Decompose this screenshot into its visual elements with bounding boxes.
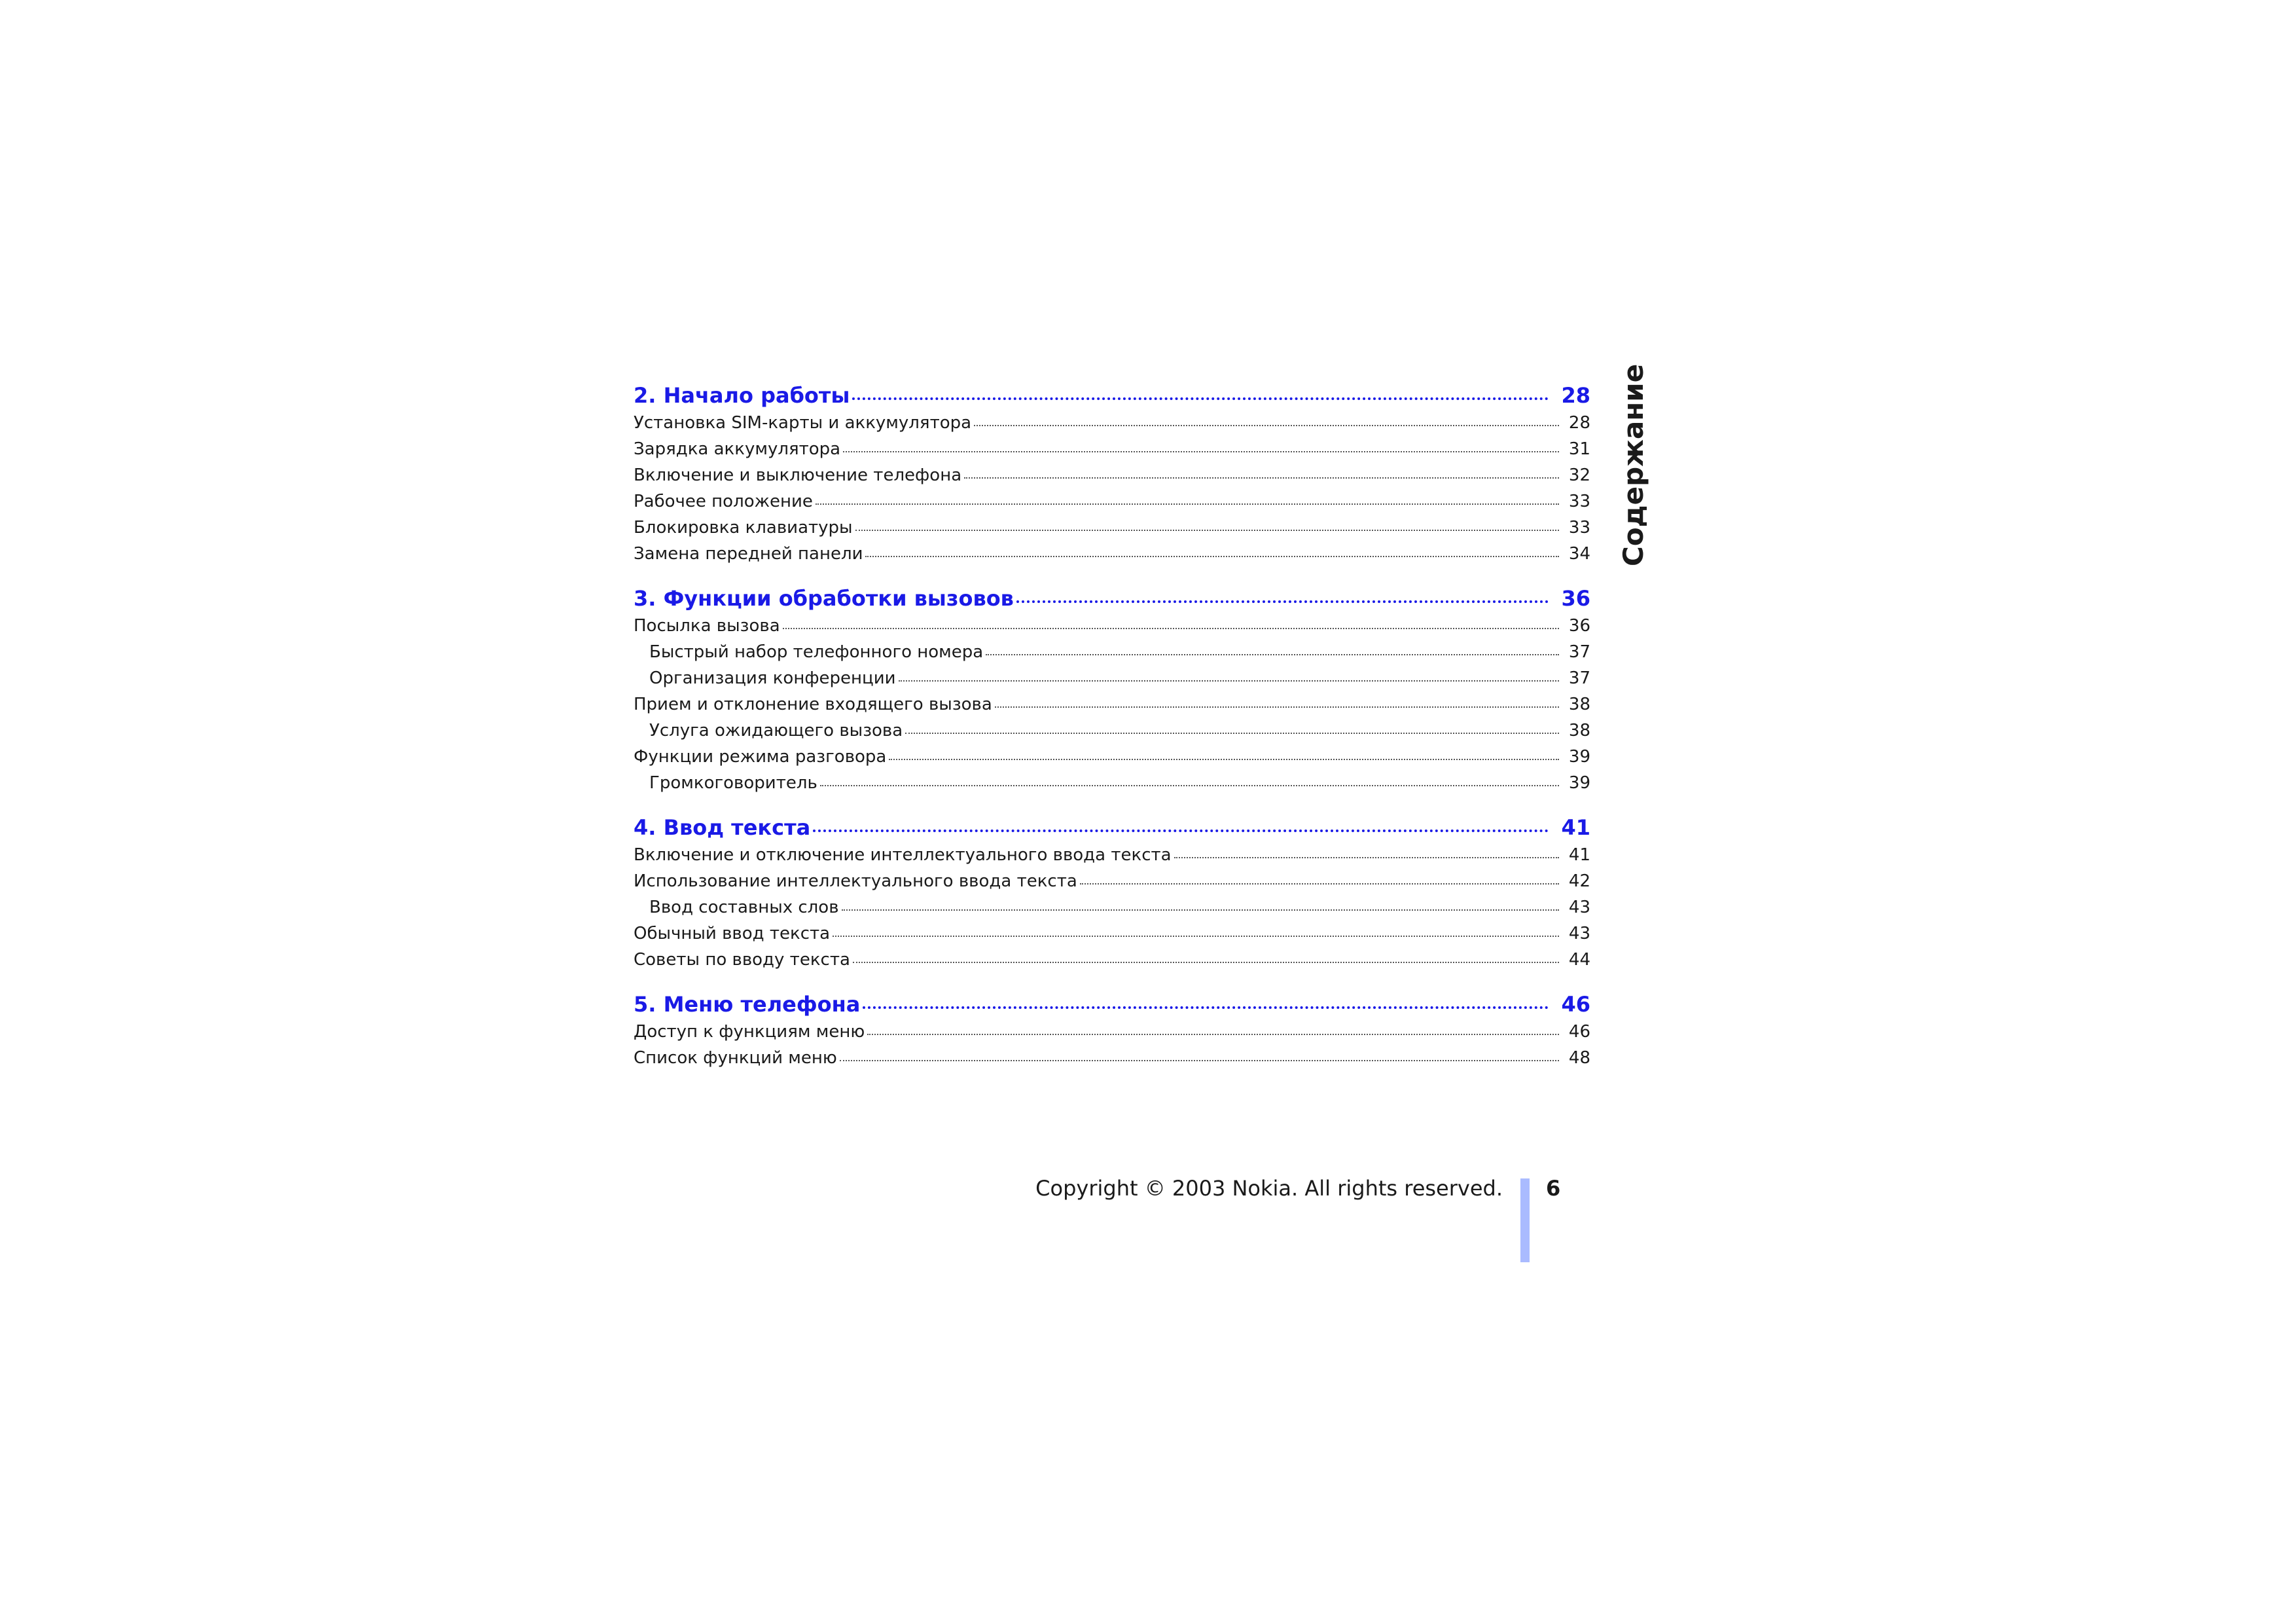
entry-page-number: 38 [1568, 721, 1590, 740]
dot-leader [840, 1060, 1559, 1061]
toc-chapter-heading[interactable] [634, 813, 1590, 842]
entry-title: Включение и отключение интеллектуального ввода текста [634, 845, 1172, 865]
toc-entry[interactable] [634, 1019, 1590, 1045]
toc-section [634, 813, 1590, 973]
entry-title: Доступ к функциям меню [634, 1022, 865, 1042]
entry-title: Список функций меню [634, 1048, 837, 1068]
toc-entry[interactable] [634, 921, 1590, 947]
dot-leader [833, 936, 1559, 937]
entry-title: Громкоговоритель [649, 773, 817, 793]
toc-entry[interactable] [634, 1045, 1590, 1071]
entry-page-number: 33 [1568, 492, 1590, 511]
entry-title: Советы по вводу текста [634, 950, 850, 970]
table-of-contents [634, 381, 1590, 1088]
dot-leader [1080, 883, 1559, 884]
entry-title: Ввод составных слов [649, 898, 839, 917]
toc-entry[interactable] [634, 718, 1590, 744]
entry-title: Посылка вызова [634, 616, 780, 636]
toc-section [634, 584, 1590, 796]
entry-page-number: 37 [1568, 668, 1590, 688]
chapter-page-number: 28 [1561, 383, 1590, 408]
chapter-page-number: 36 [1561, 586, 1590, 611]
chapter-title: 2. Начало работы [634, 383, 850, 408]
toc-entry[interactable] [634, 515, 1590, 541]
entry-page-number: 44 [1568, 950, 1590, 970]
entry-title: Организация конференции [649, 668, 896, 688]
entry-title: Зарядка аккумулятора [634, 439, 841, 459]
toc-entry[interactable] [634, 436, 1590, 462]
dot-leader [863, 1006, 1549, 1009]
toc-section [634, 381, 1590, 567]
dot-leader [889, 759, 1559, 760]
entry-page-number: 34 [1568, 544, 1590, 564]
footer-accent-bar [1520, 1178, 1530, 1262]
toc-entry[interactable] [634, 410, 1590, 436]
chapter-title: 3. Функции обработки вызовов [634, 586, 1014, 611]
entry-page-number: 46 [1568, 1022, 1590, 1042]
toc-entry[interactable] [634, 462, 1590, 488]
entry-title: Прием и отклонение входящего вызова [634, 695, 992, 714]
side-title [1617, 363, 1657, 566]
copyright-notice: Copyright © 2003 Nokia. All rights reserved. [1035, 1176, 1503, 1201]
entry-title: Рабочее положение [634, 492, 813, 511]
entry-page-number: 31 [1568, 439, 1590, 459]
entry-title: Включение и выключение телефона [634, 465, 962, 485]
toc-entry[interactable] [634, 744, 1590, 770]
chapter-page-number: 46 [1561, 992, 1590, 1017]
dot-leader [842, 909, 1559, 911]
dot-leader [852, 397, 1549, 400]
toc-chapter-heading[interactable] [634, 584, 1590, 613]
dot-leader [853, 962, 1559, 963]
dot-leader [995, 706, 1559, 708]
dot-leader [905, 733, 1559, 734]
entry-title: Быстрый набор телефонного номера [649, 642, 984, 662]
toc-entry[interactable] [634, 894, 1590, 921]
entry-page-number: 36 [1568, 616, 1590, 636]
entry-title: Блокировка клавиатуры [634, 518, 853, 538]
dot-leader [867, 1034, 1559, 1035]
entry-title: Обычный ввод текста [634, 924, 831, 943]
entry-page-number: 33 [1568, 518, 1590, 538]
toc-chapter-heading[interactable] [634, 381, 1590, 410]
entry-page-number: 41 [1568, 845, 1590, 865]
toc-entry[interactable] [634, 947, 1590, 973]
dot-leader [964, 477, 1559, 479]
toc-entry[interactable] [634, 665, 1590, 691]
entry-page-number: 38 [1568, 695, 1590, 714]
dot-leader [974, 425, 1559, 426]
chapter-title: 5. Меню телефона [634, 992, 861, 1017]
entry-title: Использование интеллектуального ввода текста [634, 871, 1077, 891]
dot-leader [1016, 600, 1549, 603]
chapter-page-number: 41 [1561, 815, 1590, 840]
dot-leader [899, 680, 1559, 682]
toc-entry[interactable] [634, 842, 1590, 868]
dot-leader [865, 556, 1559, 557]
toc-chapter-heading[interactable] [634, 990, 1590, 1019]
toc-section [634, 990, 1590, 1071]
entry-page-number: 32 [1568, 465, 1590, 485]
entry-page-number: 43 [1568, 898, 1590, 917]
entry-title: Функции режима разговора [634, 747, 887, 767]
dot-leader [820, 785, 1559, 786]
toc-entry[interactable] [634, 488, 1590, 515]
dot-leader [783, 628, 1559, 629]
entry-page-number: 28 [1568, 413, 1590, 433]
chapter-title: 4. Ввод текста [634, 815, 811, 840]
toc-entry[interactable] [634, 613, 1590, 639]
dot-leader [843, 451, 1559, 452]
dot-leader [986, 654, 1559, 655]
entry-title: Установка SIM-карты и аккумулятора [634, 413, 972, 433]
side-title-text: Содержание [1617, 363, 1649, 566]
toc-entry[interactable] [634, 691, 1590, 718]
dot-leader [816, 503, 1559, 505]
toc-entry[interactable] [634, 541, 1590, 567]
dot-leader [813, 830, 1549, 832]
dot-leader [1174, 857, 1559, 858]
entry-title: Замена передней панели [634, 544, 863, 564]
entry-page-number: 48 [1568, 1048, 1590, 1068]
toc-entry[interactable] [634, 770, 1590, 796]
page-number: 6 [1546, 1176, 1561, 1201]
entry-page-number: 39 [1568, 747, 1590, 767]
toc-entry[interactable] [634, 868, 1590, 894]
dot-leader [855, 530, 1559, 531]
entry-page-number: 42 [1568, 871, 1590, 891]
entry-page-number: 39 [1568, 773, 1590, 793]
entry-page-number: 37 [1568, 642, 1590, 662]
entry-page-number: 43 [1568, 924, 1590, 943]
toc-entry[interactable] [634, 639, 1590, 665]
entry-title: Услуга ожидающего вызова [649, 721, 903, 740]
